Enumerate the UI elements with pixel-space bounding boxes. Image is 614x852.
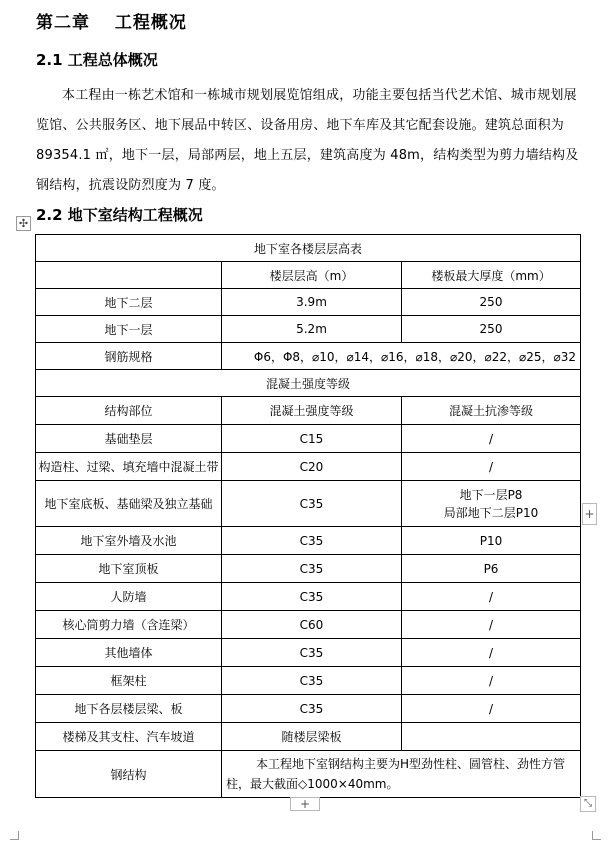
impermeability-cell[interactable]: P6	[402, 555, 581, 583]
table-row	[36, 262, 581, 289]
table-row	[36, 425, 581, 453]
table-row	[36, 695, 581, 723]
concrete-grade-cell[interactable]: C35	[222, 639, 402, 667]
impermeability-cell[interactable]: /	[402, 583, 581, 611]
structure-part-header[interactable]: 结构部位	[36, 397, 222, 425]
table-row	[36, 611, 581, 639]
structure-part-cell[interactable]: 地下各层楼层梁、板	[36, 695, 222, 723]
table-row	[36, 235, 581, 262]
impermeability-cell[interactable]: /	[402, 639, 581, 667]
table-row	[36, 453, 581, 481]
table-row	[36, 639, 581, 667]
impermeability-cell[interactable]	[402, 723, 581, 751]
concrete-grade-cell[interactable]: C60	[222, 611, 402, 639]
structure-part-cell[interactable]: 地下室顶板	[36, 555, 222, 583]
table-row	[36, 397, 581, 425]
slab-thickness-cell[interactable]: 250	[402, 316, 581, 343]
structure-part-cell[interactable]: 其他墙体	[36, 639, 222, 667]
floor-name-cell[interactable]: 地下二层	[36, 289, 222, 316]
table-row	[36, 370, 581, 397]
structure-part-cell[interactable]: 基础垫层	[36, 425, 222, 453]
slab-thickness-cell[interactable]: 250	[402, 289, 581, 316]
impermeability-line: 局部地下二层P10	[443, 505, 539, 520]
steel-label-cell[interactable]: 钢结构	[36, 751, 222, 798]
impermeability-cell[interactable]: /	[402, 425, 581, 453]
impermeability-cell[interactable]: /	[402, 611, 581, 639]
structure-part-cell[interactable]: 地下室外墙及水池	[36, 527, 222, 555]
concrete-grade-cell[interactable]: C35	[222, 667, 402, 695]
impermeability-header[interactable]: 混凝土抗渗等级	[402, 397, 581, 425]
concrete-grade-cell[interactable]: C35	[222, 583, 402, 611]
section-heading-2-2: 2.2 地下室结构工程概况	[36, 206, 203, 224]
concrete-grade-header[interactable]: 混凝土强度等级	[222, 397, 402, 425]
impermeability-cell[interactable]: /	[402, 667, 581, 695]
table-row	[36, 583, 581, 611]
slab-thickness-header[interactable]: 楼板最大厚度（mm）	[402, 262, 581, 289]
structure-part-cell[interactable]: 人防墙	[36, 583, 222, 611]
floor-height-cell[interactable]: 3.9m	[222, 289, 402, 316]
floor-height-cell[interactable]: 5.2m	[222, 316, 402, 343]
impermeability-cell[interactable]: P10	[402, 527, 581, 555]
impermeability-cell[interactable]: /	[402, 695, 581, 723]
page-corner-mark	[592, 831, 601, 840]
section-heading-2-1: 2.1 工程总体概况	[36, 51, 158, 69]
impermeability-cell[interactable]	[402, 481, 581, 527]
table-row	[36, 751, 581, 798]
concrete-grade-cell[interactable]: C35	[222, 695, 402, 723]
floor-height-header[interactable]: 楼层层高（m）	[222, 262, 402, 289]
structure-part-cell[interactable]: 构造柱、过梁、填充墙中混凝土带	[36, 453, 222, 481]
impermeability-line: 地下一层P8	[459, 487, 523, 502]
overview-paragraph: 本工程由一栋艺术馆和一栋城市规划展览馆组成，功能主要包括当代艺术馆、城市规划展览馆、公共服务区、地下展品中转区、设备用房、地下车库及其它配套设施。建筑总面积为 89354.1 ㎡，地下一层，局部两层，地上五层，建筑高度为 48m，结构类型为剪力墙结构及钢结构，抗震设防烈度为 7 度。	[36, 88, 579, 193]
concrete-grade-cell[interactable]: C20	[222, 453, 402, 481]
table-row	[36, 289, 581, 316]
table-row	[36, 527, 581, 555]
add-column-plus-icon[interactable]: +	[582, 503, 597, 525]
concrete-grade-cell[interactable]: 随楼层梁板	[222, 723, 402, 751]
impermeability-cell[interactable]: /	[402, 453, 581, 481]
table-row	[36, 481, 581, 527]
concrete-grade-cell[interactable]: C35	[222, 555, 402, 583]
structure-part-cell[interactable]: 框架柱	[36, 667, 222, 695]
concrete-table-title[interactable]: 混凝土强度等级	[36, 370, 581, 397]
table-row	[36, 316, 581, 343]
rebar-label-cell[interactable]: 钢筋规格	[36, 343, 222, 370]
concrete-grade-cell[interactable]: C15	[222, 425, 402, 453]
structure-part-cell[interactable]: 核心筒剪力墙（含连梁）	[36, 611, 222, 639]
table-resize-icon[interactable]: ⤡	[580, 796, 596, 812]
page-corner-mark	[10, 831, 19, 840]
add-row-plus-icon[interactable]: +	[290, 797, 320, 811]
floor-name-cell[interactable]: 地下一层	[36, 316, 222, 343]
table-move-icon[interactable]: ✣	[16, 216, 31, 231]
structure-part-cell[interactable]: 地下室底板、基础梁及独立基础	[36, 481, 222, 527]
steel-description-cell[interactable]: 本工程地下室钢结构主要为H型劲性柱、圆管柱、劲性方管柱，最大截面◇1000×40mm。	[222, 751, 581, 798]
table-row	[36, 555, 581, 583]
table-row	[36, 723, 581, 751]
rebar-value-cell[interactable]: Φ6，Φ8，⌀10，⌀14，⌀16，⌀18，⌀20，⌀22，⌀25，⌀32	[222, 343, 581, 370]
table-cell-empty[interactable]	[36, 262, 222, 289]
table-row	[36, 343, 581, 370]
structure-part-cell[interactable]: 楼梯及其支柱、汽车坡道	[36, 723, 222, 751]
chapter-title: 第二章 工程概况	[36, 13, 187, 33]
floor-table-title[interactable]: 地下室各楼层层高表	[36, 235, 581, 262]
table-row	[36, 667, 581, 695]
structure-spec-table	[35, 234, 581, 798]
concrete-grade-cell[interactable]: C35	[222, 527, 402, 555]
concrete-grade-cell[interactable]: C35	[222, 481, 402, 527]
